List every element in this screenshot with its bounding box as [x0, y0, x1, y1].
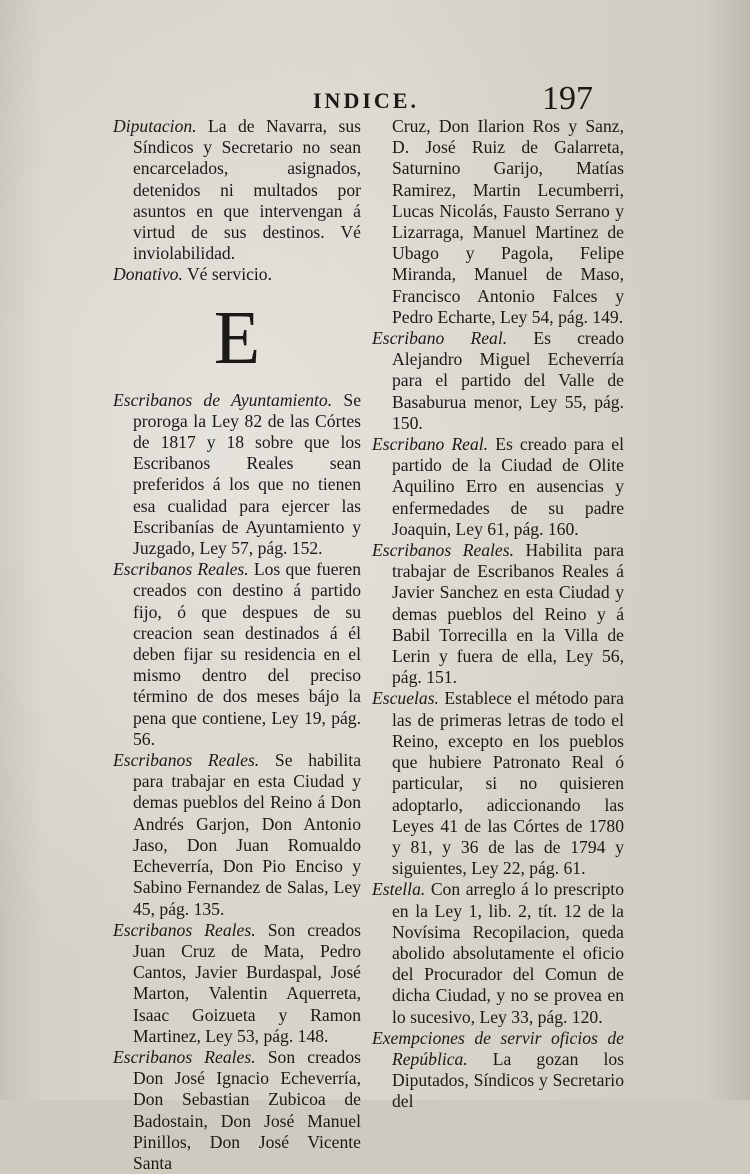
entry-text: Es creado Alejandro Miguel Echeverría para el partido del Valle de Basaburua menor, Ley 55, pág. 150. [392, 328, 624, 433]
entry-lemma: Donativo. [113, 264, 183, 285]
index-entry [113, 116, 361, 264]
entry-text: Con arreglo á lo prescripto en la Ley 1, lib. 2, tít. 12 de la Novísima Recopilacion, queda abolido absolutamente el oficio del Procurador del Comun de dicha Ciudad, y no se provea en lo sucesivo, Ley 33, pág. 120. [392, 879, 624, 1027]
entry-text: La de Navarra, sus Síndicos y Secretario no sean encarcelados, asignados, detenidos ni multados por asuntos en que intervengan á virtud de sus destinos. Vé inviolabilidad. [133, 116, 361, 264]
index-entry [113, 264, 361, 285]
entry-text: Establece el método para las de primeras letras de todo el Reino, excepto en los pueblos que hubiere Patronato Real ó particular, si no quisieren adoptarlo, adiccionando las Leyes 41 de las Córtes de 1780 y 81, y 36 de las de 1794 y siguientes, Ley 22, pág. 61. [392, 688, 624, 879]
right-column [372, 116, 624, 1113]
entry-text: Vé servicio. [182, 264, 272, 285]
entry-text: Son creados Juan Cruz de Mata, Pedro Cantos, Javier Burdaspal, José Marton, Valentin Aquerreta, Isaac Goizueta y Ramon Martinez, Ley 53, pág. 148. [133, 919, 361, 1046]
index-entry [113, 559, 361, 750]
index-entry [113, 390, 361, 560]
entry-text: Se habilita para trabajar en esta Ciudad y demas pueblos del Reino á Don Andrés Garjon, Don Antonio Jaso, Don Juan Romualdo Echeverría, Don Pio Enciso y Sabino Fernandez de Salas, Ley 45, pág. 135. [133, 750, 362, 919]
entry-continuation: Cruz, Don Ilarion Ros y Sanz, D. José Ruiz de Galarreta, Saturnino Garijo, Matías Ramirez, Martin Lecumberri, Lucas Nicolás, Fausto Serrano y Lizarraga, Manuel Martinez de Ubago y Pagola, Felipe Miranda, Manuel de Maso, Francisco Antonio Falces y Pedro Echarte, Ley 54, pág. 149. [392, 116, 624, 327]
page-number: 197 [542, 80, 593, 117]
entry-text: Habilita para trabajar de Escribanos Reales á Javier Sanchez en esta Ciudad y demas pueblos del Reino y á Babil Torrecilla en la Villa de Lerin y fuera de ella, Ley 56, pág. 151. [392, 540, 624, 688]
entry-lemma: Diputacion. [113, 116, 197, 136]
entry-lemma: Estella. [372, 879, 426, 900]
entry-text: Los que fueren creados con destino á partido fijo, ó que despues de su creacion sean destinados á él deben fijar su residencia en el mismo dentro del preciso término de dos meses bájo la pena que contiene, Ley 19, pág. 56. [133, 559, 361, 749]
index-entry [372, 328, 624, 434]
entry-lemma: Escuelas. [372, 688, 439, 709]
index-entry [113, 920, 361, 1047]
entry-text: Son creados Don José Ignacio Echeverría, Don Sebastian Zubicoa de Badostain, Don José Manuel Pinillos, Don José Vicente Santa [133, 1046, 361, 1173]
index-entry [113, 750, 361, 920]
entry-lemma: Escribanos Reales. [113, 919, 256, 940]
entry-lemma: Escribanos Reales. [113, 1046, 256, 1067]
header-title: INDICE. [313, 88, 419, 113]
left-column [113, 116, 361, 1174]
index-entry [372, 540, 624, 688]
index-entry [113, 1047, 361, 1174]
entry-lemma: Escribanos Reales. [372, 540, 514, 561]
index-entry [372, 879, 624, 1027]
entry-text: Es creado para el partido de la Ciudad de Olite Aquilino Erro en ausencias y enfermedades de su padre Joaquin, Ley 61, pág. 160. [392, 434, 624, 539]
entry-lemma: Escribano Real. [372, 434, 489, 455]
section-letter: E [213, 295, 261, 380]
entry-lemma: Escribanos Reales. [113, 559, 249, 580]
entry-text: La gozan los Diputados, Síndicos y Secretario del [392, 1048, 624, 1112]
index-entry [372, 434, 624, 540]
entry-lemma: Exempciones de servir oficios de República. [372, 1027, 624, 1069]
entry-text: Se proroga la Ley 82 de las Córtes de 1817 y 18 sobre que los Escribanos Reales sean preferidos á los que no tienen esa cualidad para ejercer las Escribanías de Ayuntamiento y Juzgado, Ley 57, pág. 152. [133, 389, 361, 559]
entry-lemma: Escribanos Reales. [113, 750, 260, 771]
index-entry [372, 688, 624, 879]
entry-lemma: Escribano Real. [372, 328, 508, 349]
entry-lemma: Escribanos de Ayuntamiento. [113, 389, 333, 410]
